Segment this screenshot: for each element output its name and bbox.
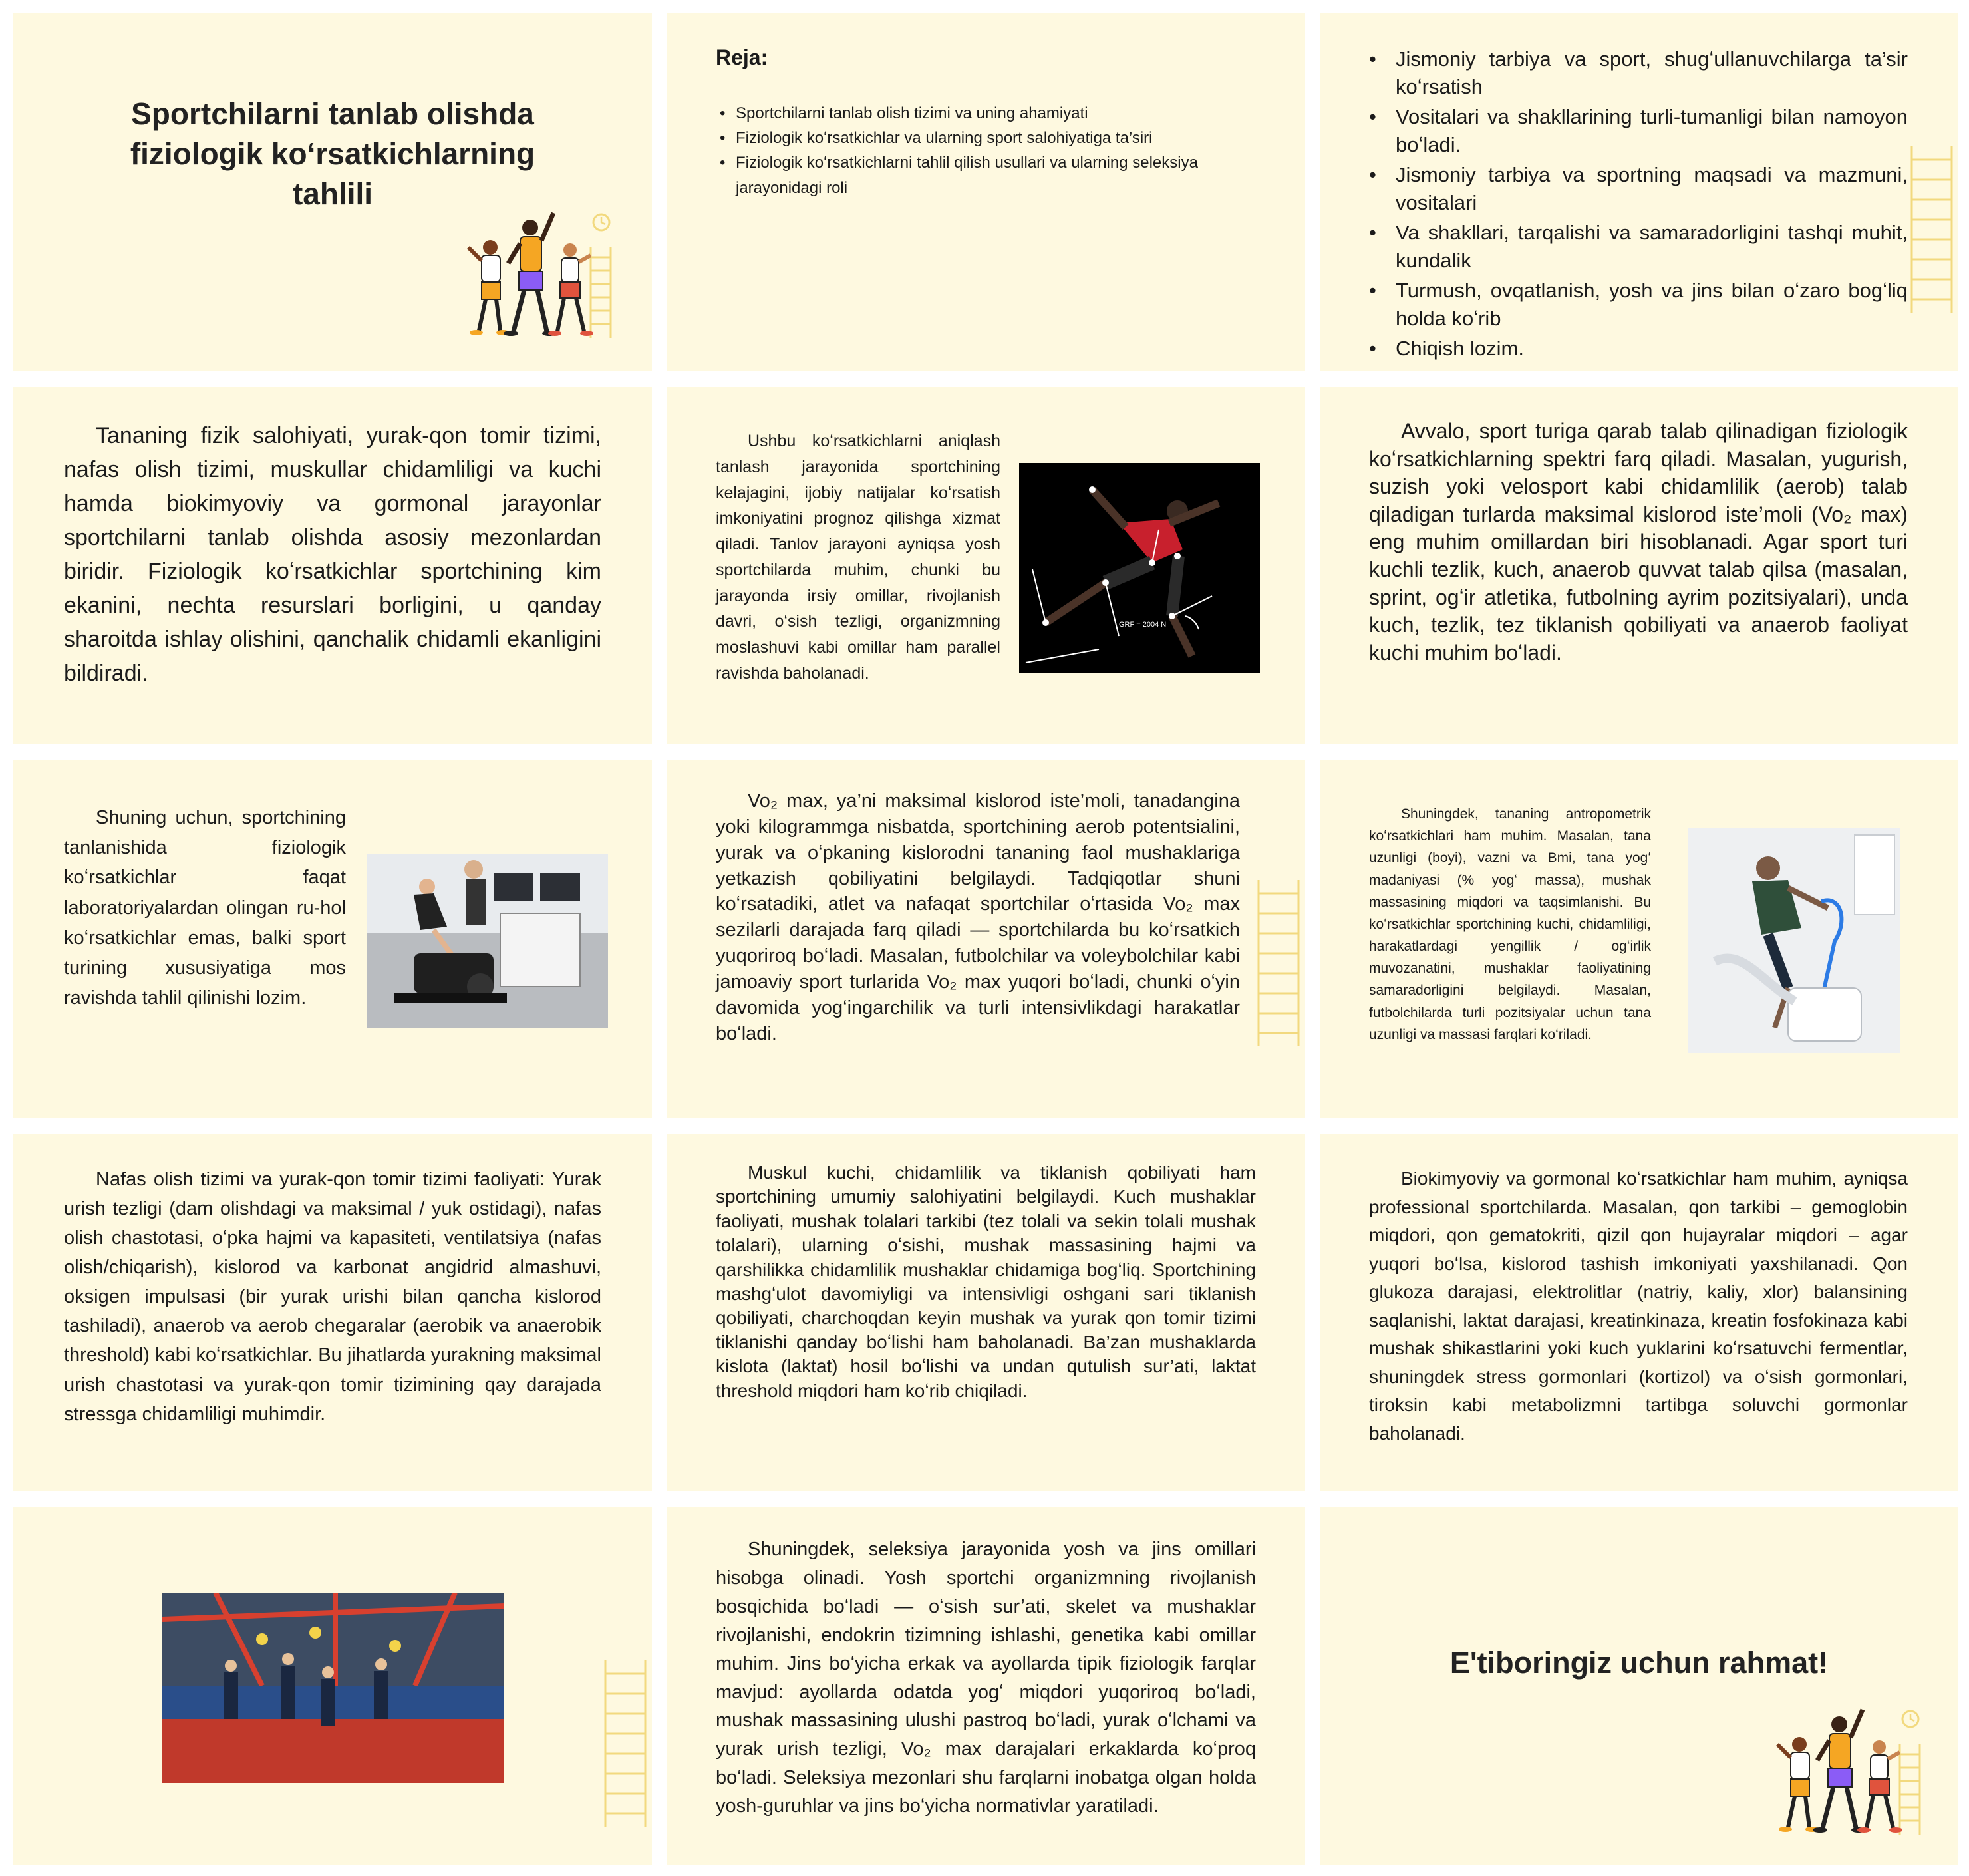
- slide-1-title: [13, 13, 652, 371]
- slide-text: [716, 1535, 1256, 1821]
- bullet-item: • Turmush, ovqatlanish, yosh va jins bilan oʻzaro bogʻliq holda koʻrib: [1366, 277, 1908, 332]
- slide-11: [667, 1134, 1305, 1491]
- sprinter-biomechanics-image: [1019, 463, 1260, 673]
- thanks-title: E'tiboringiz uchun rahmat!: [1449, 1646, 1829, 1680]
- volleyball-training-image: [162, 1593, 504, 1783]
- slide-text: [1369, 1165, 1908, 1448]
- slide-15-thanks: [1320, 1507, 1958, 1865]
- plan-item: • Fiziologik koʻrsatkichlar va ularning sport salohiyatiga ta’siri: [717, 126, 1263, 150]
- ergometer-test-image: [1688, 828, 1900, 1053]
- plan-item: • Fiziologik koʻrsatkichlarni tahlil qilish usullari va ularning seleksiya jarayonidagi roli: [717, 150, 1263, 200]
- slide-text: [64, 419, 601, 691]
- paragraph: Biokimyoviy va gormonal koʻrsatkichlar ham muhim, ayniqsa professional sportchilarda. Masalan, qon tarkibi – gemoglobin miqdori, qon gematokriti, qizil qon hujayralar miqdori – agar yuqori boʻlsa, kislorod tashish imkoniyati yaxshilanadi. Qon glukoza darajasi, elektrolitlar (natriy, kaliy, xlor) balansining saqlanishi, laktat darajasi, kreatinkinaza, kreatin fosfokinaza kabi mushak shikastlarini yoki kuch yuklarini koʻrsatuvchi fermentlar, shuningdek stress gormonlari (kortizol) va oʻsish gormonlari, tiroksin kabi metabolizmni tartibga soluvchi gormonlar baholanadi.: [1369, 1168, 1908, 1444]
- paragraph: Shuningdek, tananing antropometrik koʻrsatkichlari ham muhim. Masalan, tana uzunligi (boyi), vazni va Bmi, tana yogʻ madaniyasi (% yogʻ massa), mushak massasining miqdori va taqsimlanishi. Bu koʻrsatkichlar sportchining kuchi, chidamliligi, harakatlardagi yengillik / ogʻirlik muvozanatini, mushaklar faoliyatining samaradorligini belgilaydi. Masalan, futbolchilarda turli pozitsiyalar uchun tana uzunligi va massasi farqlari koʻriladi.: [1369, 806, 1651, 1042]
- slide-text: [1369, 803, 1651, 1046]
- bullet-item: • Vositalari va shakllarining turli-tumanligi bilan namoyon boʻladi.: [1366, 103, 1908, 158]
- slide-14: [667, 1507, 1305, 1865]
- plan-item: • Sportchilarni tanlab olish tizimi va uning ahamiyati: [717, 101, 1263, 126]
- force-label: GRF = 2004 N: [1119, 621, 1167, 629]
- bullet-item: • Jismoniy tarbiya va sport, shugʻullanuvchilarga ta’sir koʻrsatish: [1366, 45, 1908, 100]
- slide-9: [1320, 760, 1958, 1118]
- paragraph: Avvalo, sport turiga qarab talab qilinadigan fiziologik koʻrsatkichlarning spektri farq qiladi. Masalan, yugurish, suzish yoki velosport kabi chidamlilik (aerob) talab qiladigan turlarda maksimal kislorod iste’moli (Vo₂ max) eng muhim omillardan biri hisoblanadi. Agar sport turi kuchli tezlik, kuch, anaerob quvvat talab qilsa (masalan, sprint, ogʻir atletika, futbolning ayrim pozitsiyalari), unda kuch, tezlik, tez tiklanish qobiliyati va anaerob faoliyat kuchi muhim boʻladi.: [1369, 419, 1908, 665]
- slide-3-bullets: [1320, 13, 1958, 371]
- paragraph: Ushbu koʻrsatkichlarni aniqlash tanlash jarayonida sportchining kelajagini, ijobiy natijalar koʻrsatish imkoniyatini prognoz qilishga xizmat qiladi. Tanlov jarayoni ayniqsa yosh sportchilarda muhim, chunki bu jarayonda irsiy omillar, rivojlanish davri, oʻsish tezligi, organizmning moslashuvi kabi omillar ham parallel ravishda baholanadi.: [716, 432, 1000, 683]
- cycling-lab-test-image: [367, 854, 608, 1028]
- paragraph: Muskul kuchi, chidamlilik va tiklanish qobiliyati ham sportchining umumiy salohiyatini belgilaydi. Kuch mushaklar faoliyati, mushak tolalari tarkibi (tez tolali va sekin tolali mushak tolalari), ularning oʻsishi, mushak massasining hajmi va qarshilikka chidamlilik mushaklar chidamiga bogʻliq. Sportchining mashgʻulot davomiyligi va intensivligi oshgani sari tiklanish qobiliyati, charchoqdan keyin mushak va yurak qon tomir tizimi tiklanishi qanday boʻlishi ham baholanadi. Ba’zan mushaklarda kislota (laktat) hosil boʻlishi va undan qutulish sur’ati, laktat threshold miqdori ham koʻrib chiqiladi.: [716, 1162, 1256, 1401]
- slide-text: [716, 428, 1000, 687]
- slide-13: [13, 1507, 652, 1865]
- athletes-illustration-icon: [1769, 1704, 1936, 1837]
- slide-10: [13, 1134, 652, 1491]
- bullet-item: • Jismoniy tarbiya va sportning maqsadi va mazmuni, vositalari: [1366, 161, 1908, 216]
- ladder-decoration-icon: [1905, 133, 1958, 326]
- plan-heading: Reja:: [716, 45, 768, 69]
- slide-7: [13, 760, 652, 1118]
- paragraph: Tananing fizik salohiyati, yurak-qon tomir tizimi, nafas olish tizimi, muskullar chidamliligi va kuchi hamda biokimyoviy va gormonal jarayonlar sportchilarni tanlab olishda asosiy mezonlardan biridir. Fiziologik koʻrsatkichlar sportchining kim ekanini, nechta resurslari borligini, u qanday sharoitda ishlay olishini, qanchalik chidamli ekanligini bildiradi.: [64, 423, 601, 686]
- ladder-decoration-icon: [599, 1634, 652, 1853]
- paragraph: Nafas olish tizimi va yurak-qon tomir tizimi faoliyati: Yurak urish tezligi (dam olishdagi va maksimal / yuk ostidagi), nafas olish chastotasi, oʻpka hajmi va kapasiteti, ventilatsiya (nafas olish/chiqarish), kislorod va karbonat angidrid almashuvi, oksigen impulsasi (bir yurak urishi bilan qancha kislorod tashiladi), anaerob va aerob chegaralar (aerobik va anaerobik threshold) kabi koʻrsatkichlar. Bu jihatlarda yurakning maksimal urish chastotasi va yurak-qon tomir tizimining qay darajada stressga chidamliligi muhimdir.: [64, 1169, 601, 1425]
- slide-text: [64, 803, 346, 1014]
- paragraph: Shuningdek, seleksiya jarayonida yosh va jins omillari hisobga olinadi. Yosh sportchi organizmning rivojlanish bosqichida boʻladi — oʻsish sur’ati, skelet va mushaklar rivojlanishi, endokrin tizimning ishlashi, genetika kabi omillar muhim. Jins boʻyicha erkak va ayollarda tipik fiziologik farqlar mavjud: ayollarda odatda yogʻ miqdori yuqoriroq boʻladi, mushak massasining ulushi pastroq boʻladi, yurak oʻlchami va yurak urish tezligi, Vo₂ max darajalari erkaklarda koʻproq boʻladi. Seleksiya mezonlari shu farqlarni inobatga olgan holda yosh-guruhlar va jins boʻyicha normativlar yaratiladi.: [716, 1539, 1256, 1817]
- slide-5: [667, 387, 1305, 744]
- slide-12: [1320, 1134, 1958, 1491]
- paragraph: Vo₂ max, ya’ni maksimal kislorod iste’moli, tanadangina yoki kilogrammga nisbatda, sportchining aerob potentsialini, yurak va oʻpkaning kislorodni tananing faol mushaklariga yetkazish qobiliyatini belgilaydi. Tadqiqotlar shuni koʻrsatadiki, atlet va nafaqat sportchilar oʻrtasida Vo₂ max sezilarli darajada farq qiladi — sportchilarda bu koʻrsatkich yuqoriroq boʻladi. Masalan, futbolchilar va voleybolchilar kabi jamoaviy sport turlarida Vo₂ max yuqori boʻladi, chunki oʻyin davomida yogʻingarchilik va turli intensivlikdagi harakatlar boʻladi.: [716, 790, 1240, 1044]
- plan-list: [717, 101, 1263, 200]
- slide-6: [1320, 387, 1958, 744]
- slide-4: [13, 387, 652, 744]
- bullet-list: [1366, 45, 1908, 363]
- slide-2-plan: [667, 13, 1305, 371]
- slide-8: [667, 760, 1305, 1118]
- presentation-title: Sportchilarni tanlab olishda fiziologik koʻrsatkichlarning tahlili: [130, 96, 535, 211]
- slide-text: [716, 1161, 1256, 1403]
- athletes-illustration-icon: [460, 208, 627, 341]
- slide-text: [64, 1165, 601, 1429]
- paragraph: Shuning uchun, sportchining tanlanishida fiziologik koʻrsatkichlar faqat laboratoriyalardan olingan ru-hol koʻrsatkichlar emas, balki sport turining xususiyatiga mos ravishda tahlil qilinishi lozim.: [64, 807, 346, 1009]
- bullet-item: • Va shakllari, tarqalishi va samaradorligini tashqi muhit, kundalik: [1366, 219, 1908, 274]
- bullet-item: • Chiqish lozim.: [1366, 335, 1908, 363]
- ladder-decoration-icon: [1252, 880, 1305, 1046]
- slide-text: [716, 788, 1240, 1047]
- slide-text: [1369, 418, 1908, 667]
